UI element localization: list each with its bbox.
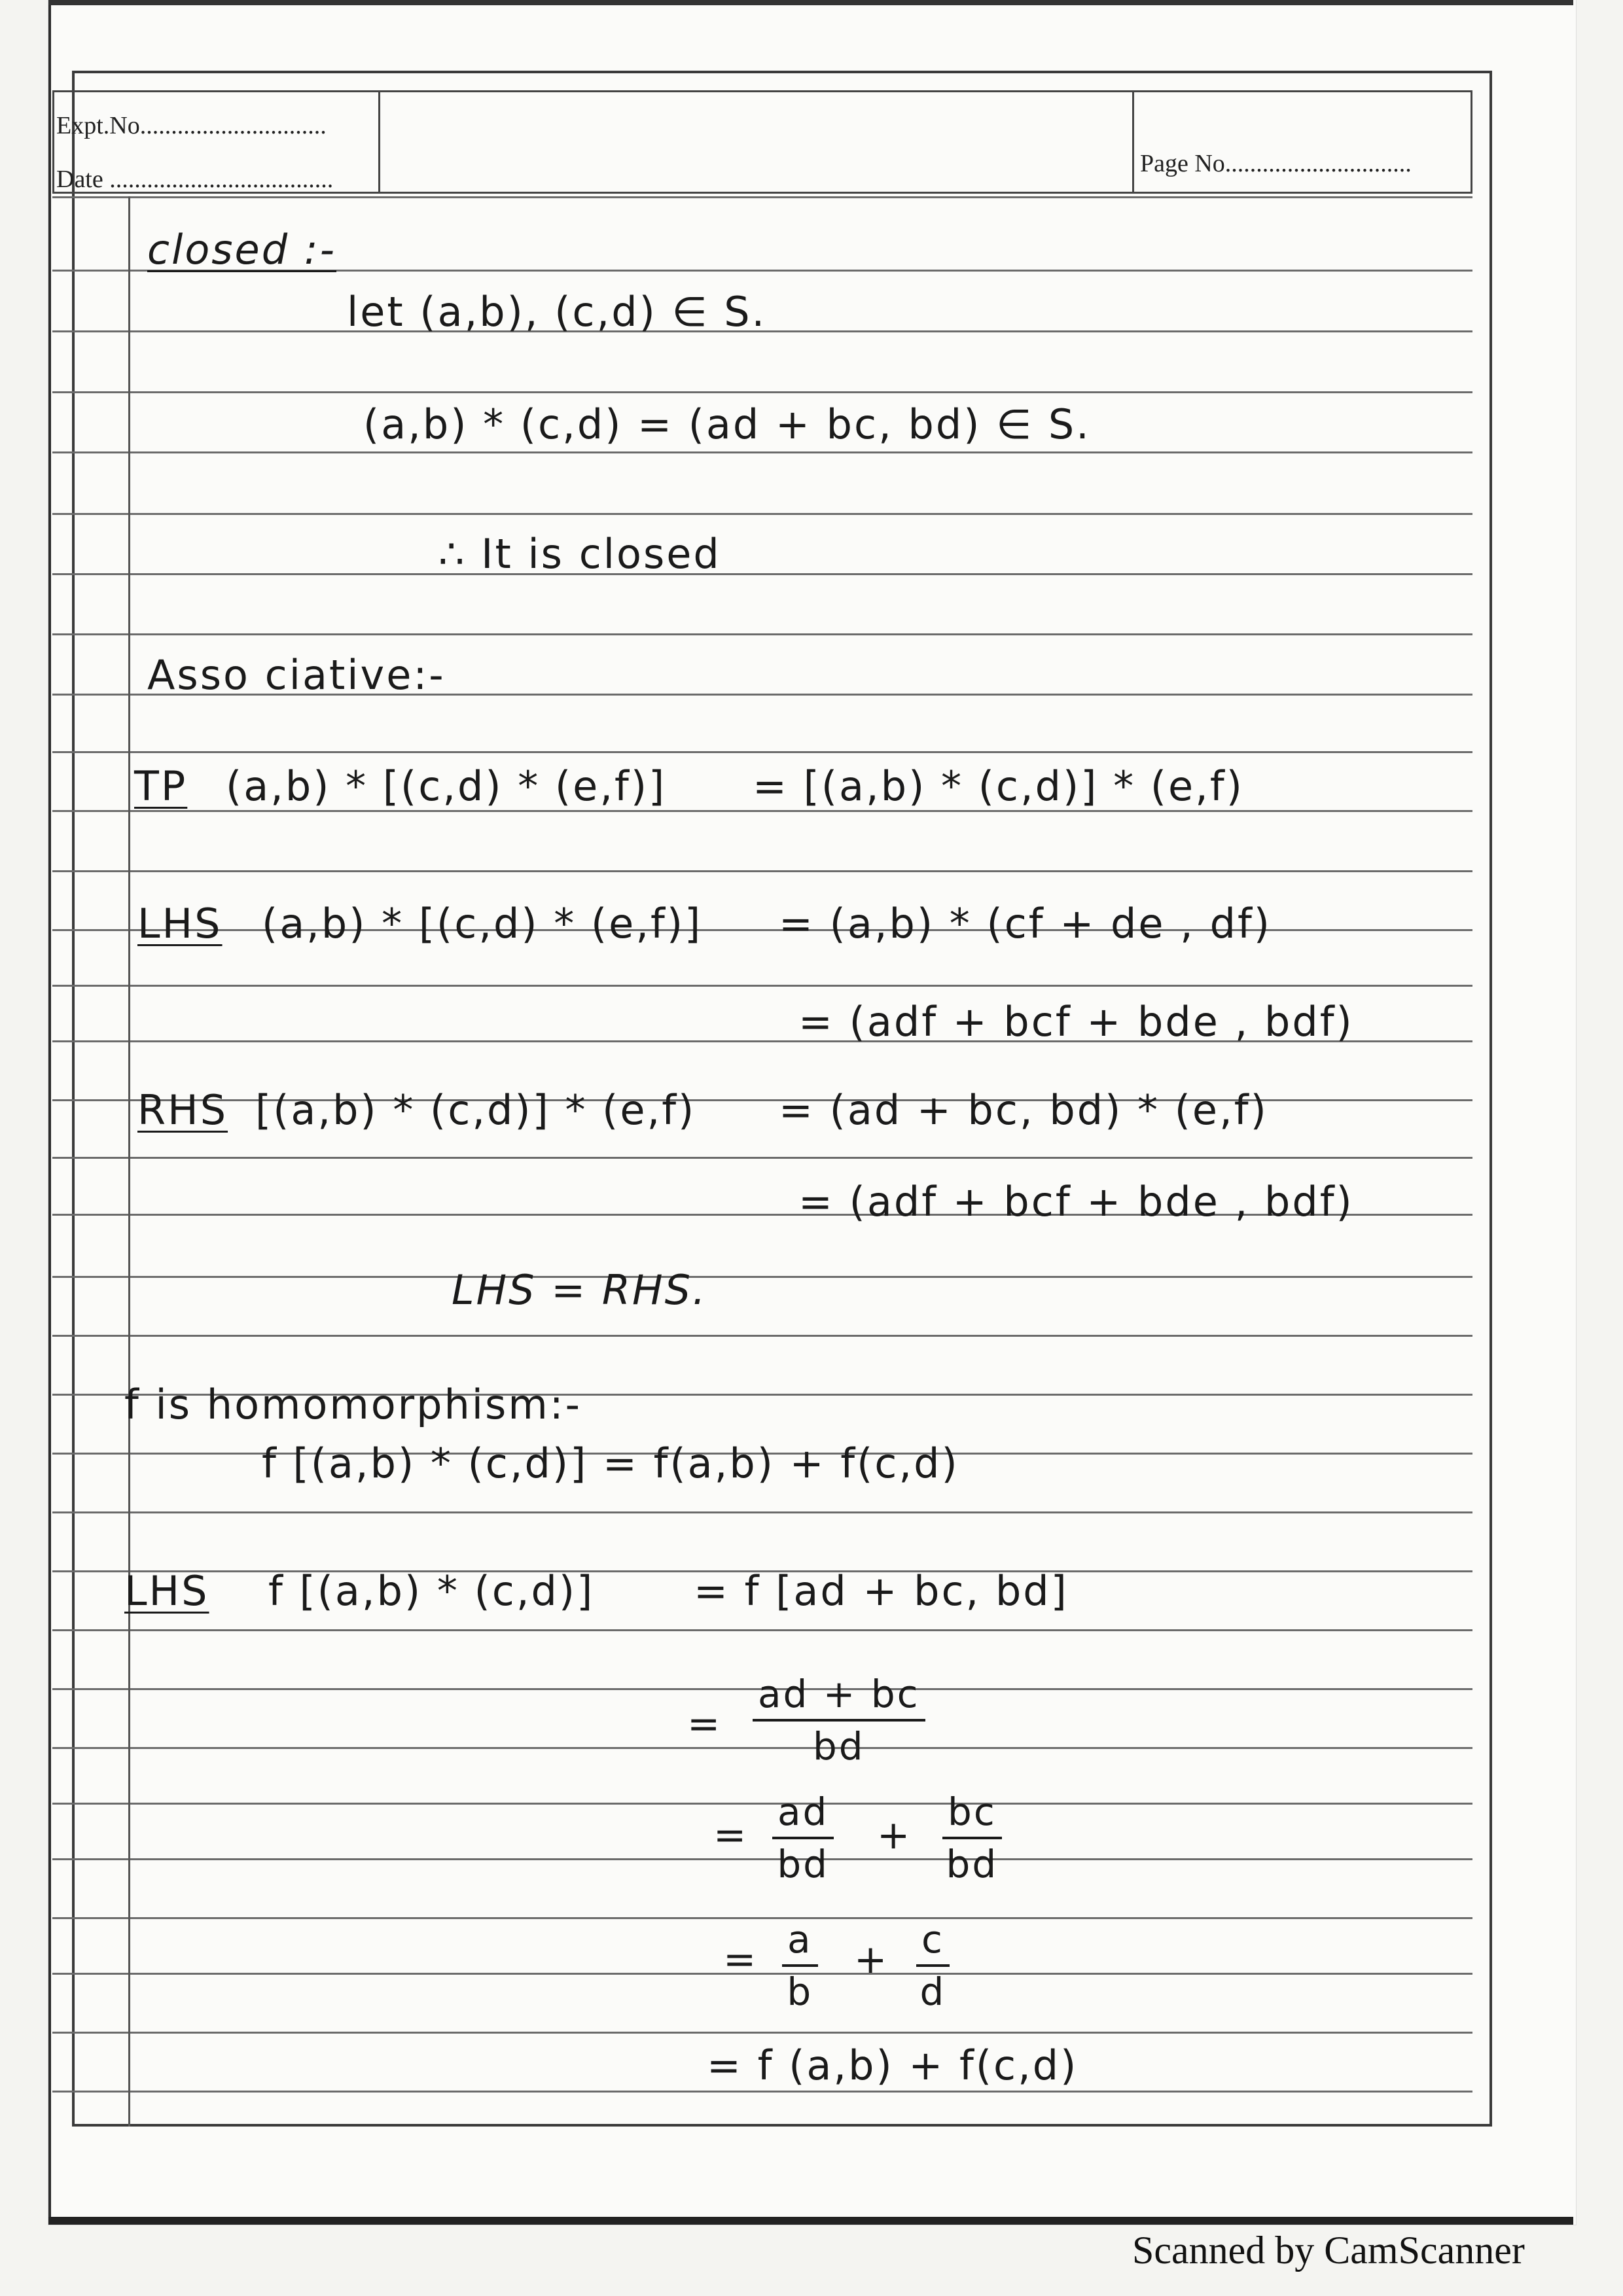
- margin-line: [128, 196, 130, 2127]
- fraction-numerator: c: [916, 1917, 950, 1967]
- ruled-line: [52, 513, 1472, 515]
- lhs-step1: = (a,b) * (cf + de , df): [779, 900, 1272, 947]
- fraction-denominator: bd: [777, 1842, 829, 1886]
- ruled-line: [52, 985, 1472, 987]
- page-top-edge: [48, 0, 1573, 5]
- closed-conclusion: ∴ It is closed: [438, 530, 721, 578]
- closed-equation: (a,b) * (c,d) = (ad + bc, bd) ∈ S.: [363, 400, 1091, 448]
- rhs-step2: = (adf + bcf + bde , bdf): [798, 1178, 1354, 1226]
- header-divider: [1132, 90, 1134, 194]
- lhs-step2: = (adf + bcf + bde , bdf): [798, 998, 1354, 1046]
- tp-lhs: (a,b) * [(c,d) * (e,f)]: [226, 762, 667, 810]
- equals-sign: =: [687, 1701, 721, 1747]
- homomorphism-final: = f (a,b) + f(c,d): [707, 2041, 1079, 2089]
- plus-sign: +: [854, 1937, 887, 1983]
- hom-lhs-expr: f [(a,b) * (c,d)]: [268, 1567, 595, 1615]
- tp-rhs: = [(a,b) * (c,d)] * (e,f): [753, 762, 1244, 810]
- ruled-line: [52, 2091, 1472, 2093]
- rhs-label: RHS: [137, 1086, 228, 1134]
- lhs-expr: (a,b) * [(c,d) * (e,f)]: [262, 900, 703, 947]
- plus-sign: +: [877, 1812, 910, 1858]
- ruled-line: [52, 1917, 1472, 1919]
- fraction-numerator: bc: [942, 1790, 1002, 1839]
- closed-heading: closed :-: [147, 226, 337, 274]
- fraction-numerator: ad: [772, 1790, 834, 1839]
- ruled-line: [52, 810, 1472, 812]
- homomorphism-heading: f is homomorphism:-: [124, 1381, 582, 1428]
- fraction: [942, 1790, 1002, 1886]
- header-divider: [378, 90, 380, 194]
- fraction-denominator: bd: [812, 1724, 865, 1769]
- fraction-denominator: d: [919, 1969, 946, 2014]
- ruled-line: [52, 573, 1472, 575]
- ruled-line: [52, 1858, 1472, 1860]
- ruled-line: [52, 870, 1472, 872]
- ruled-line: [52, 451, 1472, 453]
- fraction-numerator: ad + bc: [753, 1672, 925, 1722]
- ruled-line: [52, 2032, 1472, 2034]
- rhs-step1: = (ad + bc, bd) * (e,f): [779, 1086, 1268, 1134]
- date-label: Date ....................................: [56, 166, 334, 193]
- ruled-line: [52, 751, 1472, 753]
- fraction: [753, 1672, 925, 1769]
- fraction: [782, 1917, 818, 2014]
- fraction-numerator: a: [782, 1917, 818, 1967]
- rhs-expr: [(a,b) * (c,d)] * (e,f): [255, 1086, 696, 1134]
- expt-no-label: Expt.No..............................: [56, 112, 327, 139]
- equals-sign: =: [723, 1937, 757, 1983]
- ruled-line: [52, 1511, 1472, 1513]
- fraction-denominator: bd: [946, 1842, 999, 1886]
- hom-lhs-label: LHS: [124, 1567, 209, 1615]
- fraction: [916, 1917, 950, 2014]
- fraction: [772, 1790, 834, 1886]
- homomorphism-tp: f [(a,b) * (c,d)] = f(a,b) + f(c,d): [262, 1439, 959, 1487]
- closed-let-line: let (a,b), (c,d) ∈ S.: [347, 288, 767, 336]
- ruled-line: [52, 1629, 1472, 1631]
- ruled-line: [52, 1157, 1472, 1159]
- ruled-line: [52, 1276, 1472, 1278]
- ruled-line: [52, 1973, 1472, 1975]
- ruled-line: [52, 1803, 1472, 1805]
- camscanner-watermark: Scanned by CamScanner: [1132, 2229, 1525, 2272]
- tp-label: TP: [134, 762, 188, 810]
- associative-heading: Asso ciative:-: [147, 651, 446, 699]
- ruled-line: [52, 633, 1472, 635]
- page-bottom-edge: [48, 2217, 1573, 2225]
- associative-conclusion: LHS = RHS.: [452, 1266, 707, 1314]
- ruled-line: [52, 1335, 1472, 1337]
- ruled-line: [52, 196, 1472, 198]
- ruled-line: [52, 391, 1472, 393]
- page-no-label: Page No..............................: [1140, 150, 1412, 177]
- fraction-denominator: b: [787, 1969, 813, 2014]
- equals-sign: =: [713, 1812, 747, 1858]
- hom-lhs-step1: = f [ad + bc, bd]: [694, 1567, 1069, 1615]
- lhs-label: LHS: [137, 900, 223, 947]
